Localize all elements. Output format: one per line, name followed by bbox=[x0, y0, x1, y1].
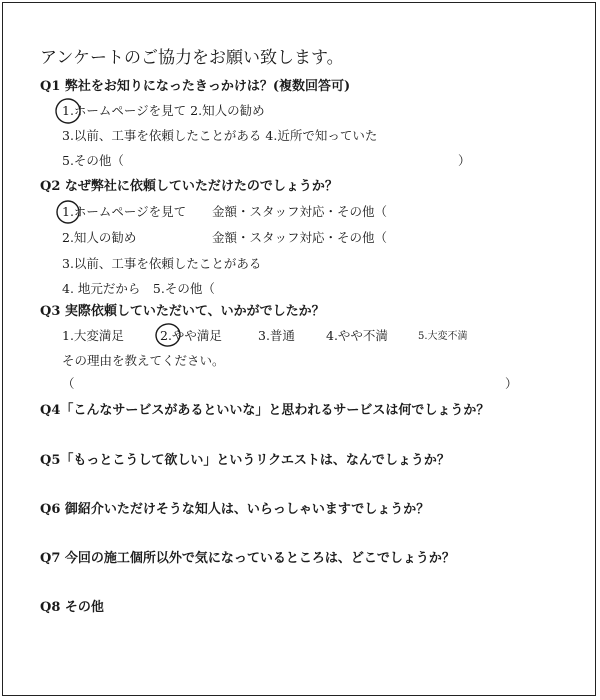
q1-line1: 1.ホームページを見て 2.知人の勧め bbox=[62, 103, 265, 118]
q3-label: Q3 実際依頼していただいて、いかがでしたか？ bbox=[40, 304, 325, 319]
q6-label: Q6 御紹介いただけそうな知人は、いらっしゃいますでしょうか？ bbox=[40, 502, 430, 517]
q5-label: Q5「もっとこうして欲しい」というリクエストは、なんでしょうか？ bbox=[40, 453, 450, 468]
q7-label: Q7 今回の施工個所以外で気になっているところは、どこでしょうか？ bbox=[40, 551, 455, 566]
q3-option-5: 5.大変不満 bbox=[418, 331, 468, 342]
q2-row2-right: 金額・スタッフ対応・その他（ bbox=[212, 230, 388, 245]
q2-row4: 4. 地元だから 5.その他（ bbox=[62, 281, 215, 296]
q2-row1-left: 1.ホームページを見て bbox=[62, 204, 187, 219]
q2-row1-right: 金額・スタッフ対応・その他（ bbox=[212, 204, 388, 219]
q3-option-1: 1.大変満足 bbox=[62, 328, 124, 343]
q2-label: Q2 なぜ弊社に依頼していただけたのでしょうか？ bbox=[40, 179, 338, 194]
q1-line2: 3.以前、工事を依頼したことがある 4.近所で知っていた bbox=[62, 128, 378, 143]
q8-label: Q8 その他 bbox=[40, 600, 104, 615]
q3-reason-prompt: その理由を教えてください。 bbox=[62, 353, 225, 368]
q3-reason-paren-open: （ bbox=[62, 376, 75, 391]
q2-row2-left: 2.知人の勧め bbox=[62, 230, 137, 245]
q3-option-4: 4.やや不満 bbox=[326, 328, 388, 343]
survey-title: アンケートのご協力をお願い致します。 bbox=[40, 48, 344, 68]
q4-label: Q4「こんなサービスがあるといいな」と思われるサービスは何でしょうか？ bbox=[40, 403, 490, 418]
q3-option-3: 3.普通 bbox=[258, 328, 295, 343]
q1-paren-close: ） bbox=[458, 153, 471, 168]
q3-reason-paren-close: ） bbox=[505, 376, 518, 391]
q1-label: Q1 弊社をお知りになったきっかけは？(複数回答可) bbox=[40, 79, 351, 94]
q2-row3: 3.以前、工事を依頼したことがある bbox=[62, 256, 262, 271]
q3-option-2: 2.やや満足 bbox=[160, 328, 222, 343]
q1-line3: 5.その他（ bbox=[62, 153, 124, 168]
